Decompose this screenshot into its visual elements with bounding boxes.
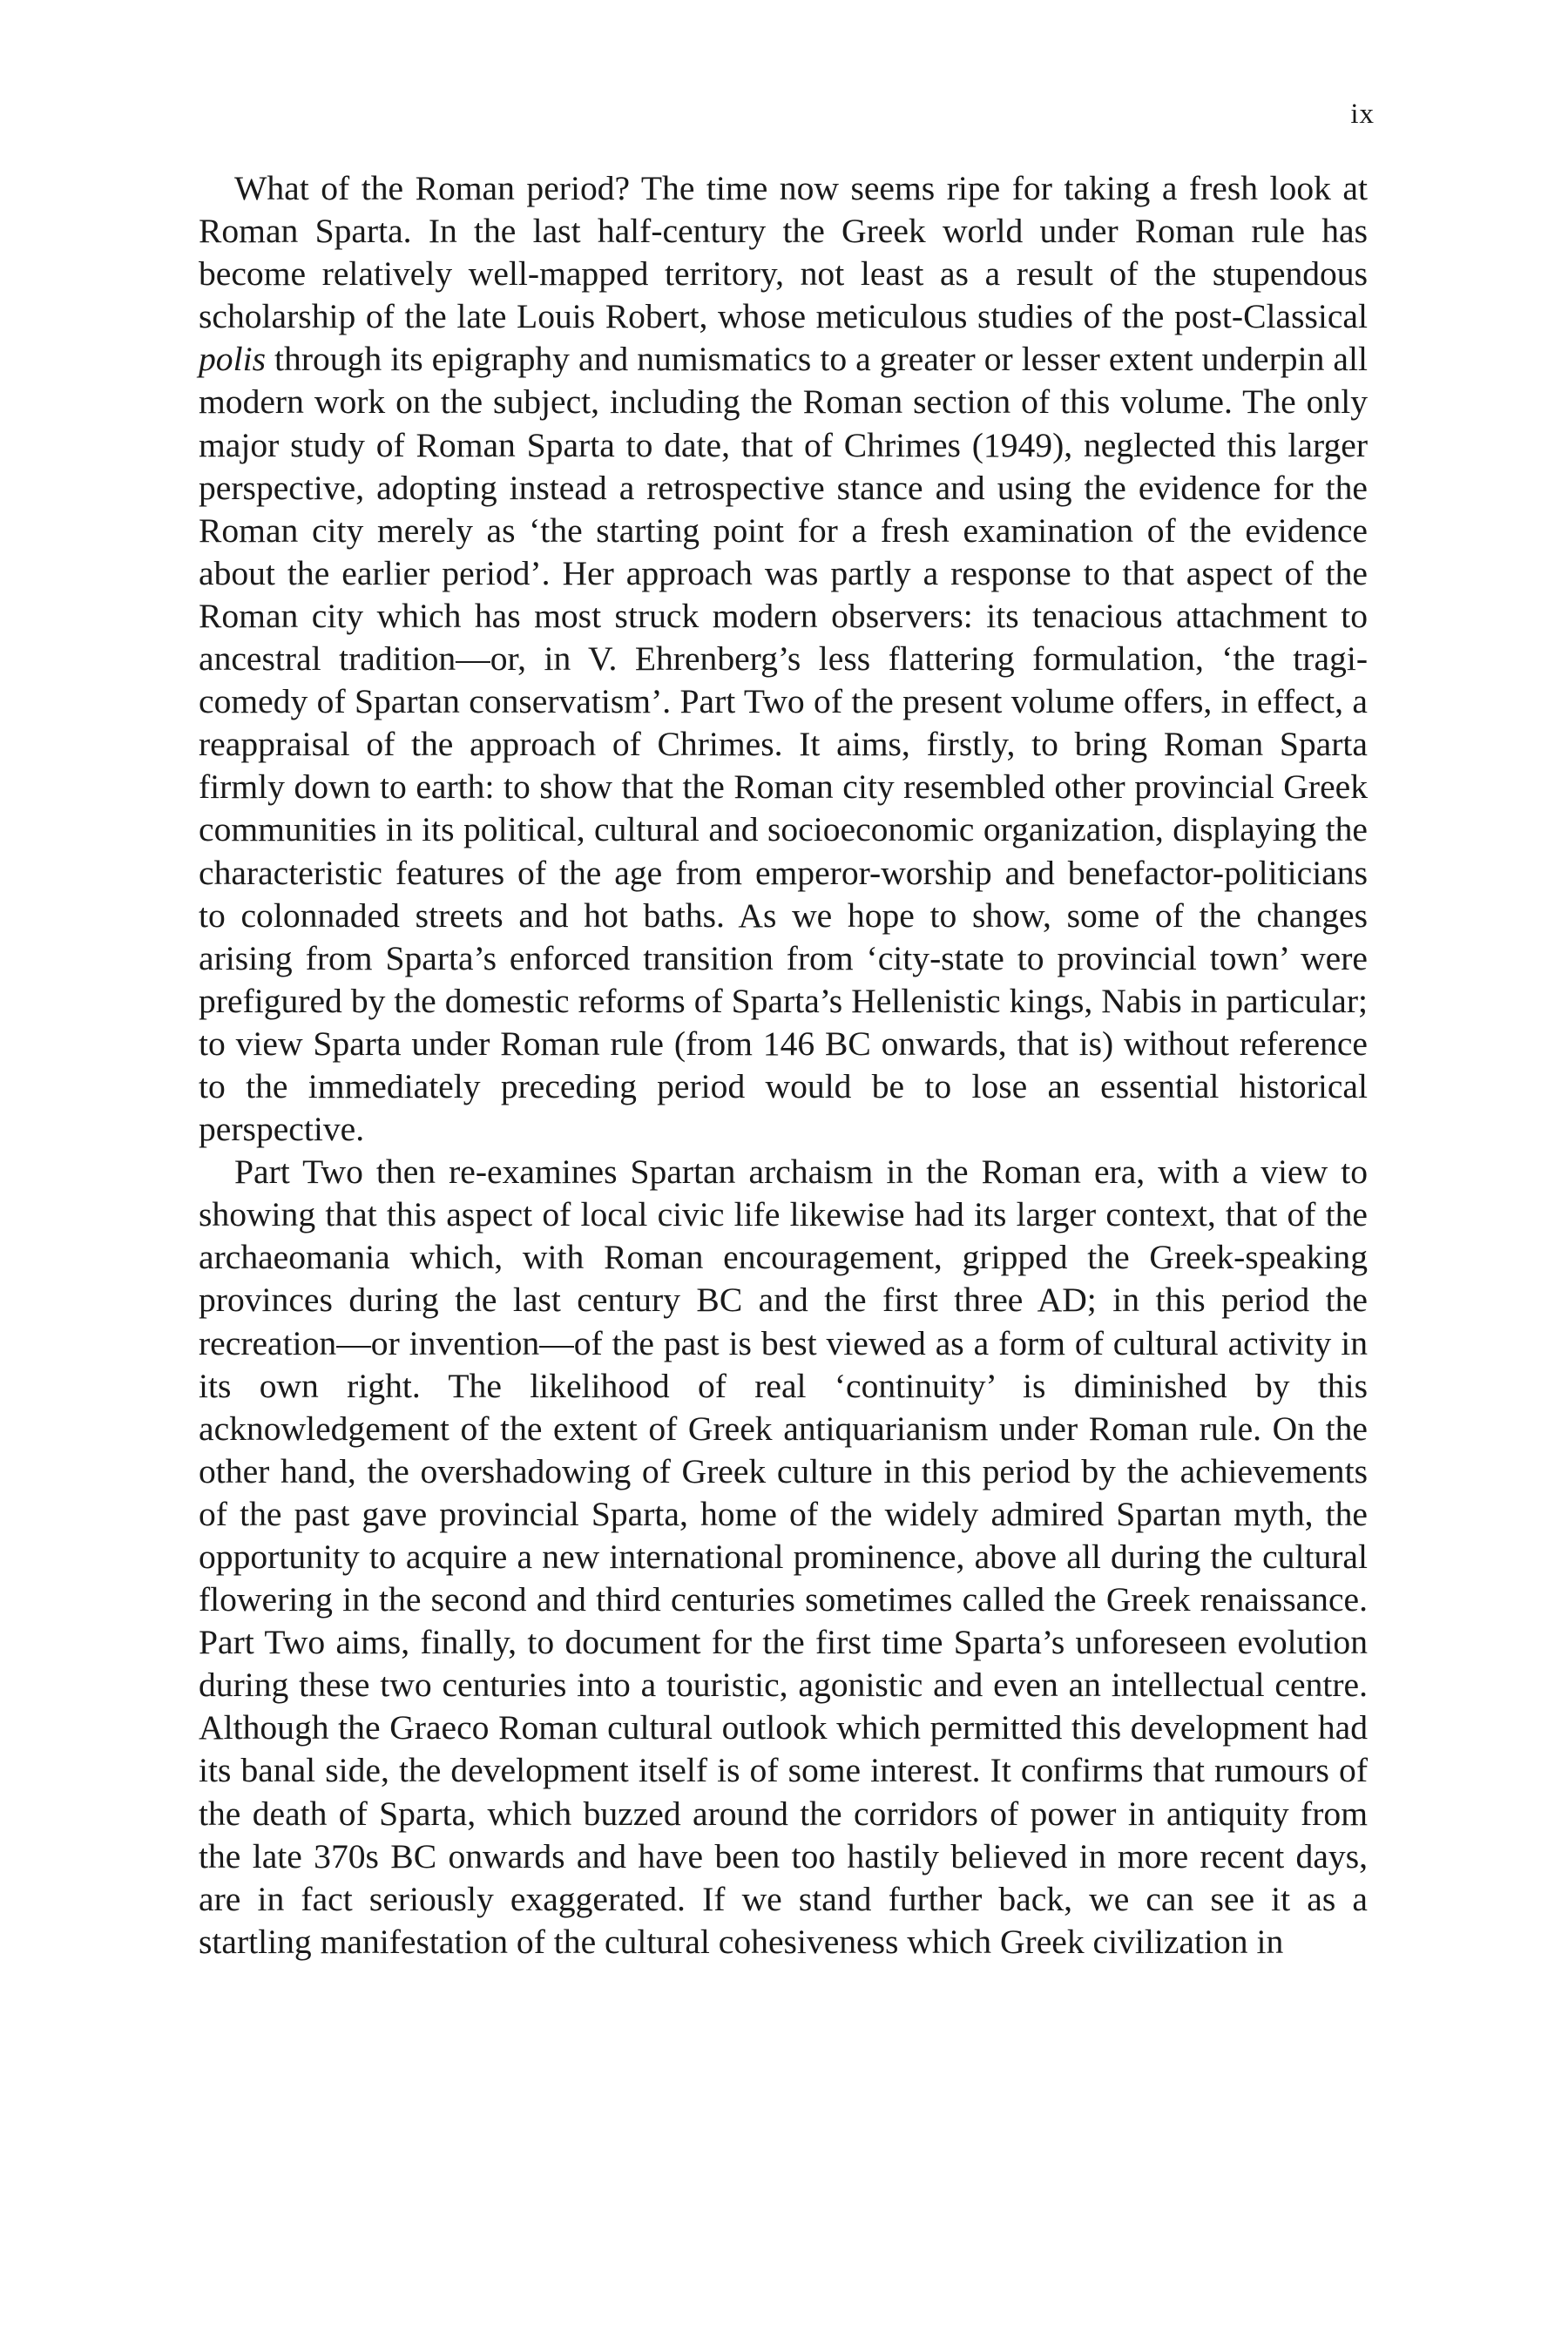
- paragraph-text: What of the Roman period? The time now seems ripe for taking a fresh look at Roman Sparta. In the last half-century the Greek world under Roman rule has become relatively well-mapped territory, not least as a result of the stupendous scholarship of the late Louis Robert, whose meticulous studies of the post-Classical: [199, 169, 1368, 336]
- body-text: [199, 167, 1368, 1963]
- paragraph-text: through its epigraphy and numismatics to a greater or lesser extent underpin all modern work on the subject, including the Roman section of this volume. The only major study of Roman Sparta to date, that of Chrimes (1949), neglected this larger perspective, adopting instead a retrospective stance and using the evidence for the Roman city merely as ‘the starting point for a fresh examination of the evidence about the earlier period’. Her approach was partly a response to that aspect of the Roman city which has most struck modern observers: its tenacious attachment to ancestral tradition—or, in V. Ehrenberg’s less flattering formulation, ‘the tragi-comedy of Spartan conservatism’. Part Two of the present volume offers, in effect, a reappraisal of the approach of Chrimes. It aims, firstly, to bring Roman Sparta firmly down to earth: to show that the Roman city resembled other provincial Greek communities in its political, cultural and socioeconomic organization, displaying the characteristic features of the age from emperor-worship and benefactor-politicians to colonnaded streets and hot baths. As we hope to show, some of the changes arising from Sparta’s enforced transition from ‘city-state to provincial town’ were prefigured by the domestic reforms of Sparta’s Hellenistic kings, Nabis in particular; to view Sparta under Roman rule (from 146 BC onwards, that is) without reference to the immediately preceding period would be to lose an essential historical perspective.: [199, 340, 1368, 1149]
- page-number: ix: [1350, 98, 1375, 130]
- paragraph-spartan-archaism: Part Two then re-examines Spartan archaism in the Roman era, with a view to showing that this aspect of local civic life likewise had its larger context, that of the archaeomania which, with Roman encouragement, gripped the Greek-speaking provinces during the last century BC and the first three AD; in this period the recreation—or invention—of the past is best viewed as a form of cultural activity in its own right. The likelihood of real ‘continuity’ is diminished by this acknowledgement of the extent of Greek antiquarianism under Roman rule. On the other hand, the overshadowing of Greek culture in this period by the achievements of the past gave provincial Sparta, home of the widely admired Spartan myth, the opportunity to acquire a new international prominence, above all during the cultural flowering in the second and third centuries sometimes called the Greek renaissance. Part Two aims, finally, to document for the first time Sparta’s unforeseen evolution during these two centuries into a touristic, agonistic and even an intellectual centre. Although the Graeco Roman cultural outlook which permitted this development had its banal side, the development itself is of some interest. It confirms that rumours of the death of Sparta, which buzzed around the corridors of power in antiquity from the late 370s BC onwards and have been too hastily believed in more recent days, are in fact seriously exaggerated. If we stand further back, we can see it as a startling manifestation of the cultural cohesiveness which Greek civilization in: [199, 1152, 1368, 1961]
- paragraph-roman-period: [199, 167, 1368, 1151]
- italic-term-polis: polis: [199, 340, 266, 379]
